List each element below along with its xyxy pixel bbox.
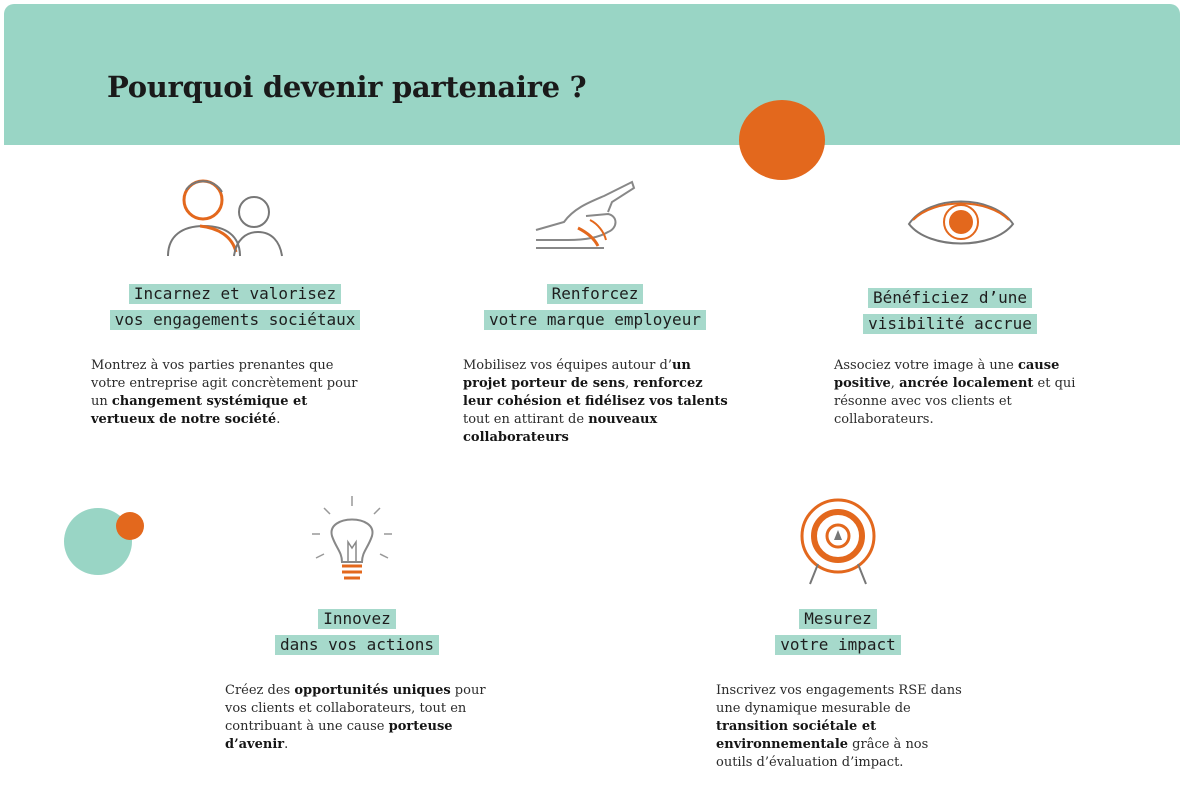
decorative-small-orange-circle <box>116 512 144 540</box>
lightbulb-icon <box>310 494 394 588</box>
decorative-orange-circle <box>739 100 825 180</box>
pointing-hand-icon <box>534 180 638 254</box>
benefit-description: Associez votre image à une cause positive, ancrée localement et qui résonne avec vos clients et collaborateurs. <box>834 358 1076 427</box>
benefit-heading: Mesurez votre impact <box>718 606 958 658</box>
benefit-heading: Bénéficiez d’une visibilité accrue <box>830 285 1070 337</box>
page-title: Pourquoi devenir partenaire ? <box>107 70 587 104</box>
target-icon <box>796 496 880 586</box>
benefit-heading: Incarnez et valorisez vos engagements sociétaux <box>70 281 400 333</box>
eye-icon <box>905 190 1017 250</box>
benefit-description: Mobilisez vos équipes autour d’un projet porteur de sens, renforcez leur cohésion et fidélisez vos talents tout en attirant de nouveaux collaborateurs <box>463 358 728 445</box>
people-icon <box>166 176 286 258</box>
benefit-description: Inscrivez vos engagements RSE dans une dynamique mesurable de transition sociétale et environnementale grâce à nos outils d’évaluation d’impact. <box>716 683 962 770</box>
benefit-heading: Innovez dans vos actions <box>232 606 482 658</box>
benefit-description: Montrez à vos parties prenantes que votre entreprise agit concrètement pour un changement systémique et vertueux de notre société. <box>91 358 358 427</box>
benefit-description: Créez des opportunités uniques pour vos clients et collaborateurs, tout en contribuant à une cause porteuse d’avenir. <box>225 683 486 752</box>
benefit-heading: Renforcez votre marque employeur <box>440 281 750 333</box>
